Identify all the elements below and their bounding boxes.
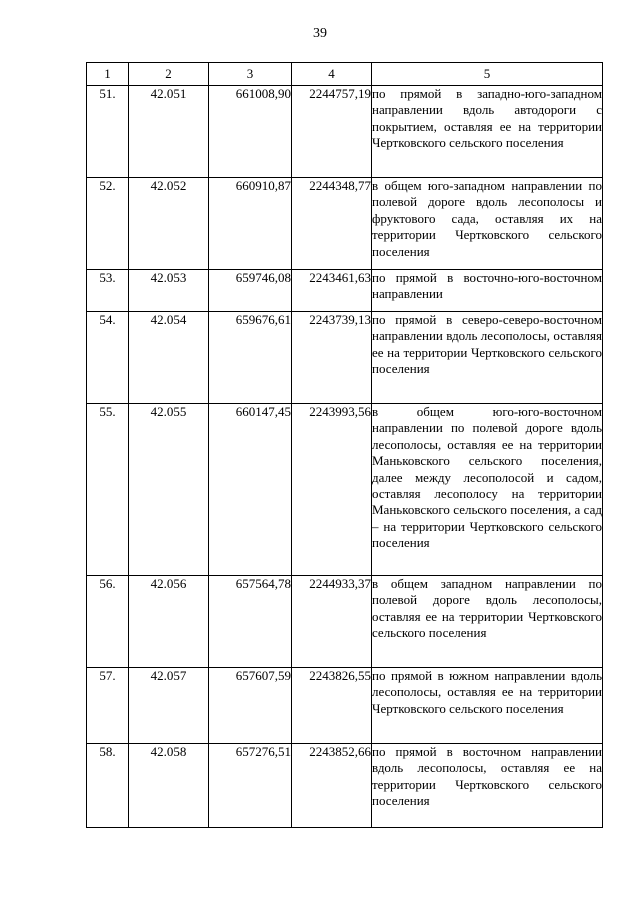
coordinate-y: 2243739,13	[292, 312, 372, 404]
point-code: 42.051	[129, 86, 209, 178]
boundary-description: по прямой в западно-юго-западном направлении вдоль автодороги с покрытием, оставляя ее на территории Чертковского сельского поселения	[372, 86, 603, 178]
table-row	[87, 178, 603, 270]
row-number: 53.	[87, 270, 129, 312]
row-number: 55.	[87, 404, 129, 576]
coordinate-y: 2244933,37	[292, 576, 372, 668]
table-row	[87, 576, 603, 668]
row-number: 54.	[87, 312, 129, 404]
coordinate-y: 2243852,66	[292, 744, 372, 828]
coordinate-x: 659676,61	[209, 312, 292, 404]
coordinate-y: 2243461,63	[292, 270, 372, 312]
table-row	[87, 312, 603, 404]
header-col-2: 2	[129, 63, 209, 86]
coordinate-x: 660910,87	[209, 178, 292, 270]
point-code: 42.055	[129, 404, 209, 576]
point-code: 42.052	[129, 178, 209, 270]
header-col-3: 3	[209, 63, 292, 86]
coordinate-y: 2244348,77	[292, 178, 372, 270]
point-code: 42.056	[129, 576, 209, 668]
header-col-4: 4	[292, 63, 372, 86]
header-col-5: 5	[372, 63, 603, 86]
coordinate-y: 2243993,56	[292, 404, 372, 576]
boundary-description: по прямой в восточно-юго-восточном направлении	[372, 270, 603, 312]
table-row	[87, 270, 603, 312]
point-code: 42.058	[129, 744, 209, 828]
boundary-description: в общем западном направлении по полевой дороге вдоль лесополосы, оставляя ее на территории Чертковского сельского поселения	[372, 576, 603, 668]
coordinate-x: 657564,78	[209, 576, 292, 668]
boundary-table	[86, 62, 603, 828]
row-number: 57.	[87, 668, 129, 744]
coordinate-y: 2244757,19	[292, 86, 372, 178]
boundary-description: по прямой в восточном направлении вдоль лесополосы, оставляя ее на территории Чертковского сельского поселения	[372, 744, 603, 828]
coordinate-x: 657276,51	[209, 744, 292, 828]
row-number: 58.	[87, 744, 129, 828]
coordinate-x: 659746,08	[209, 270, 292, 312]
table-row	[87, 404, 603, 576]
page-number: 39	[313, 26, 327, 41]
coordinate-x: 661008,90	[209, 86, 292, 178]
row-number: 51.	[87, 86, 129, 178]
header-row	[87, 63, 603, 86]
point-code: 42.054	[129, 312, 209, 404]
boundary-description: в общем юго-западном направлении по полевой дороге вдоль лесополосы и фруктового сада, оставляя их на территории Чертковского сельского поселения	[372, 178, 603, 270]
boundary-description: в общем юго-юго-восточном направлении по полевой дороге вдоль лесополосы, оставляя ее на территории Маньковского сельского поселения, далее между лесополосой и садом, оставляя лесополосу на территории Маньковского сельского поселения, а сад – на территории Чертковского сельского поселения	[372, 404, 603, 576]
point-code: 42.053	[129, 270, 209, 312]
coordinate-x: 657607,59	[209, 668, 292, 744]
table-row	[87, 744, 603, 828]
header-col-1: 1	[87, 63, 129, 86]
point-code: 42.057	[129, 668, 209, 744]
boundary-description: по прямой в северо-северо-восточном направлении вдоль лесополосы, оставляя ее на территории Чертковского сельского поселения	[372, 312, 603, 404]
coordinate-y: 2243826,55	[292, 668, 372, 744]
row-number: 52.	[87, 178, 129, 270]
coordinate-x: 660147,45	[209, 404, 292, 576]
table-row	[87, 86, 603, 178]
boundary-description: по прямой в южном направлении вдоль лесополосы, оставляя ее на территории Чертковского сельского поселения	[372, 668, 603, 744]
table-row	[87, 668, 603, 744]
row-number: 56.	[87, 576, 129, 668]
